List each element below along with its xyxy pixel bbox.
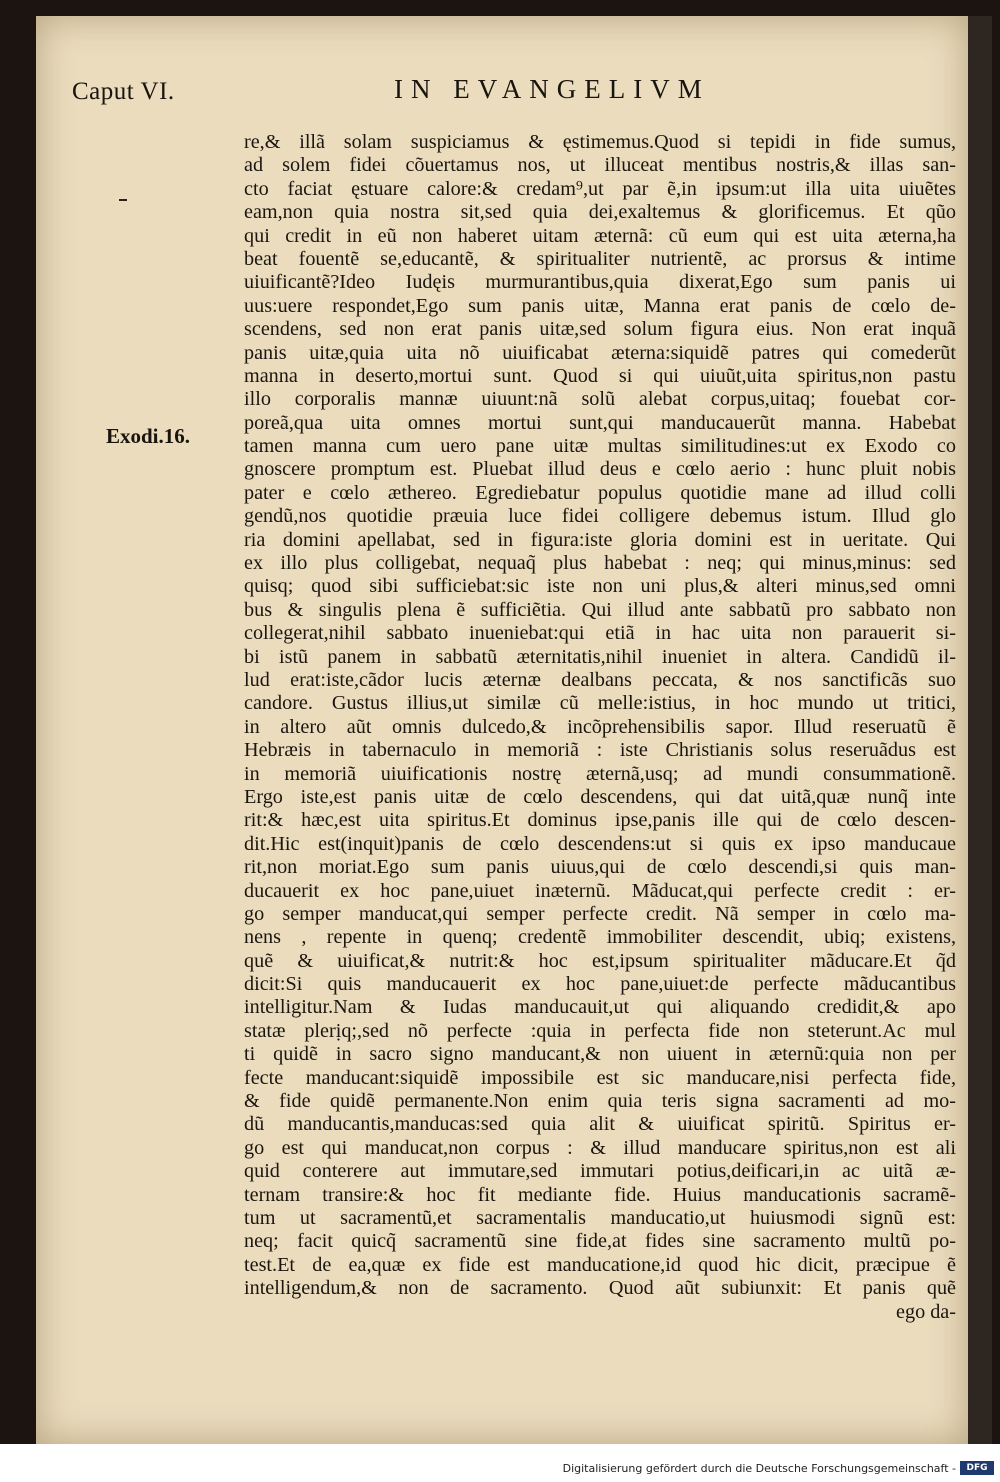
text-line: bi istũ panem in sabbatũ æternitatis,nihil inueniet in altera. Candidũ il- [244,645,956,668]
text-line: quid conterere aut immutare,sed immutari potius,deificari,in ac uitã æ- [244,1160,956,1183]
text-line: qui credit in eũ non haberet uitam æternã: cũ eum qui est uita æterna,ha [244,224,956,247]
text-line: quisq; quod sibi sufficiebat:sic iste non uni plus,& alteri minus,sed omni [244,575,956,598]
text-line: & fide quidẽ permanente.Non enim quia teris signa sacramenti ad mo- [244,1090,956,1113]
text-line: uiuificantẽ?Ideo Iudęis murmurantibus,quia dixerat,Ego sum panis ui [244,271,956,294]
text-line: candore. Gustus illius,ut similæ cũ melle:istius, in hoc mundo ut tritici, [244,692,956,715]
text-line: pater e cœlo æthereo. Egrediebatur populus quotidie mane ad illud colli [244,481,956,504]
text-line: fecte manducant:siquidẽ impossibile est sic manducare,nisi perfecta fide, [244,1066,956,1089]
page-edge [968,16,992,1444]
body-text [244,131,956,1324]
text-line: ternam transire:& hoc fit mediante fide. Huius manducationis sacramẽ- [244,1183,956,1206]
text-line: nens , repente in quenq; credentẽ immobiliter descendit, ubiq; existens, [244,926,956,949]
text-line: lud erat:iste,cãdor lucis æternæ dealbans peccata, & nos sanctificãs suo [244,668,956,691]
chapter-label: Caput VI. [72,78,175,105]
text-line: intelligitur.Nam & Iudas manducauit,ut qui aliquando credidit,& apo [244,996,956,1019]
text-line: dũ manducantis,manducas:sed quia alit & uiuificat spiritũ. Spiritus er- [244,1113,956,1136]
text-line: dit.Hic est(inquit)panis de cœlo descendens:ut si quis ex ipso manducaue [244,832,956,855]
text-line: eam,non quia nostra sit,sed quia dei,exaltemus & glorificemus. Et qũo [244,201,956,224]
text-line: neq; facit quicq̃ sacramentũ sine fide,at fides sine sacramento multũ po- [244,1230,956,1253]
text-line: uus:uere respondet,Ego sum panis uitæ, Manna erat panis de cœlo de- [244,294,956,317]
text-line: quẽ & uiuificat,& nutrit:& hoc est,ipsum spiritualiter mãducare.Et q̃d [244,949,956,972]
text-line: illo corporalis mannæ uiuunt:nã solũ alebat corpus,uitaq; fouebat cor- [244,388,956,411]
text-line: rit:& hæc,est uita spiritus.Et dominus ipse,panis ille qui de cœlo descen- [244,809,956,832]
text-line: beat fouentẽ se,educantẽ, & spiritualiter nutrientẽ, ac prorsus & intime [244,247,956,270]
text-line: tum ut sacramentũ,et sacramentalis manducatio,ut huiusmodi signũ est: [244,1206,956,1229]
text-line: ti quidẽ in sacro signo manducant,& non uiuent in æternũ:quia non per [244,1043,956,1066]
text-line: re,& illã solam suspiciamus & ęstimemus.Quod si tepidi in fide sumus, [244,131,956,153]
text-line: tamen manna cum uero pane uitæ multas similitudines:ut ex Exodo co [244,435,956,458]
text-line: gnoscere promptum est. Pluebat illud deus e cœlo aerio : hunc pluit nobis [244,458,956,481]
text-line: statæ plerịq;,sed nõ perfecte :quia in perfecta fide non steterunt.Ac mul [244,1019,956,1042]
text-line: intelligendum,& non de sacramento. Quod aũt subiunxit: Et panis quẽ [244,1277,956,1300]
text-line: dicit:Si quis manducauerit ex hoc pane,uiuet:de perfecte mãducantibus [244,973,956,996]
text-line: panis uitæ,quia uita nõ uiuificabat æterna:siquidẽ patres qui comederũt [244,341,956,364]
text-line: ego da- [896,1300,956,1323]
dfg-logo: DFG [960,1461,994,1475]
footer-bar [0,1444,1000,1482]
text-line: Ergo iste,est panis uitæ de cœlo descendens, qui dat uitã,quæ nunq̃ inte [244,785,956,808]
text-line: rit,non moriat.Ego sum panis uiuus,qui de cœlo descendi,si quis man- [244,856,956,879]
running-head [72,74,792,118]
text-line: cto faciat ęstuare calore:& credam⁹,ut par ẽ,in ipsum:ut illa uita uiuẽtes [244,177,956,200]
text-line: go est qui manducat,non corpus : & illud manducare spiritus,non est ali [244,1136,956,1159]
text-line: ex illo plus colligebat, nequaq̃ plus habebat : neq; qui minus,minus: sed [244,552,956,575]
text-line: test.Et de ea,quæ ex fide est manducatione,id quod hic dicit, præcipue ẽ [244,1253,956,1276]
text-line: gendũ,nos quotidie præuia luce fidei colligere debemus istum. Illud glo [244,505,956,528]
text-line: ad solem fidei cõuertamus nos, ut illuceat mentibus nostris,& illas san- [244,154,956,177]
text-line: Hebræis in tabernaculo in memoriã : iste Christianis solus reseruãdus est [244,739,956,762]
text-line: ria domini apellabat, sed in figura:iste gloria domini est in ueritate. Qui [244,528,956,551]
text-line: in memoriã uiuificationis nostrę æternã,usq; ad mundi consummationẽ. [244,762,956,785]
margin-mark [119,199,127,201]
text-line: bus & singulis plena ẽ sufficiẽtia. Qui illud ante sabbatũ pro sabbato non [244,598,956,621]
text-line: scendens, sed non erat panis uitæ,sed solum figura eius. Non erat inquã [244,318,956,341]
text-line: poreã,qua uita omnes mortui sunt,qui manducauerũt manna. Habebat [244,411,956,434]
text-line: manna in deserto,mortui sunt. Quod si qui uiuũt,uita spiritus,non pastu [244,364,956,387]
running-title: IN EVANGELIVM [394,74,710,104]
text-line: ducauerit ex hoc pane,uiuet inæternũ. Mãducat,qui perfecte credit : er- [244,879,956,902]
text-line: go semper manducat,qui semper perfecte credit. Nã semper in cœlo ma- [244,902,956,925]
margin-note: Exodi.16. [106,424,191,448]
funding-credit: Digitalisierung gefördert durch die Deutsche Forschungsgemeinschaft - [562,1462,956,1475]
text-line: in altero aũt omnis dulcedo,& incõprehensibilis sapor. Illud reseruatũ ẽ [244,715,956,738]
text-line: collegerat,nihil sabbato inueniebat:qui etiã in hac uita non parauerit si- [244,622,956,645]
